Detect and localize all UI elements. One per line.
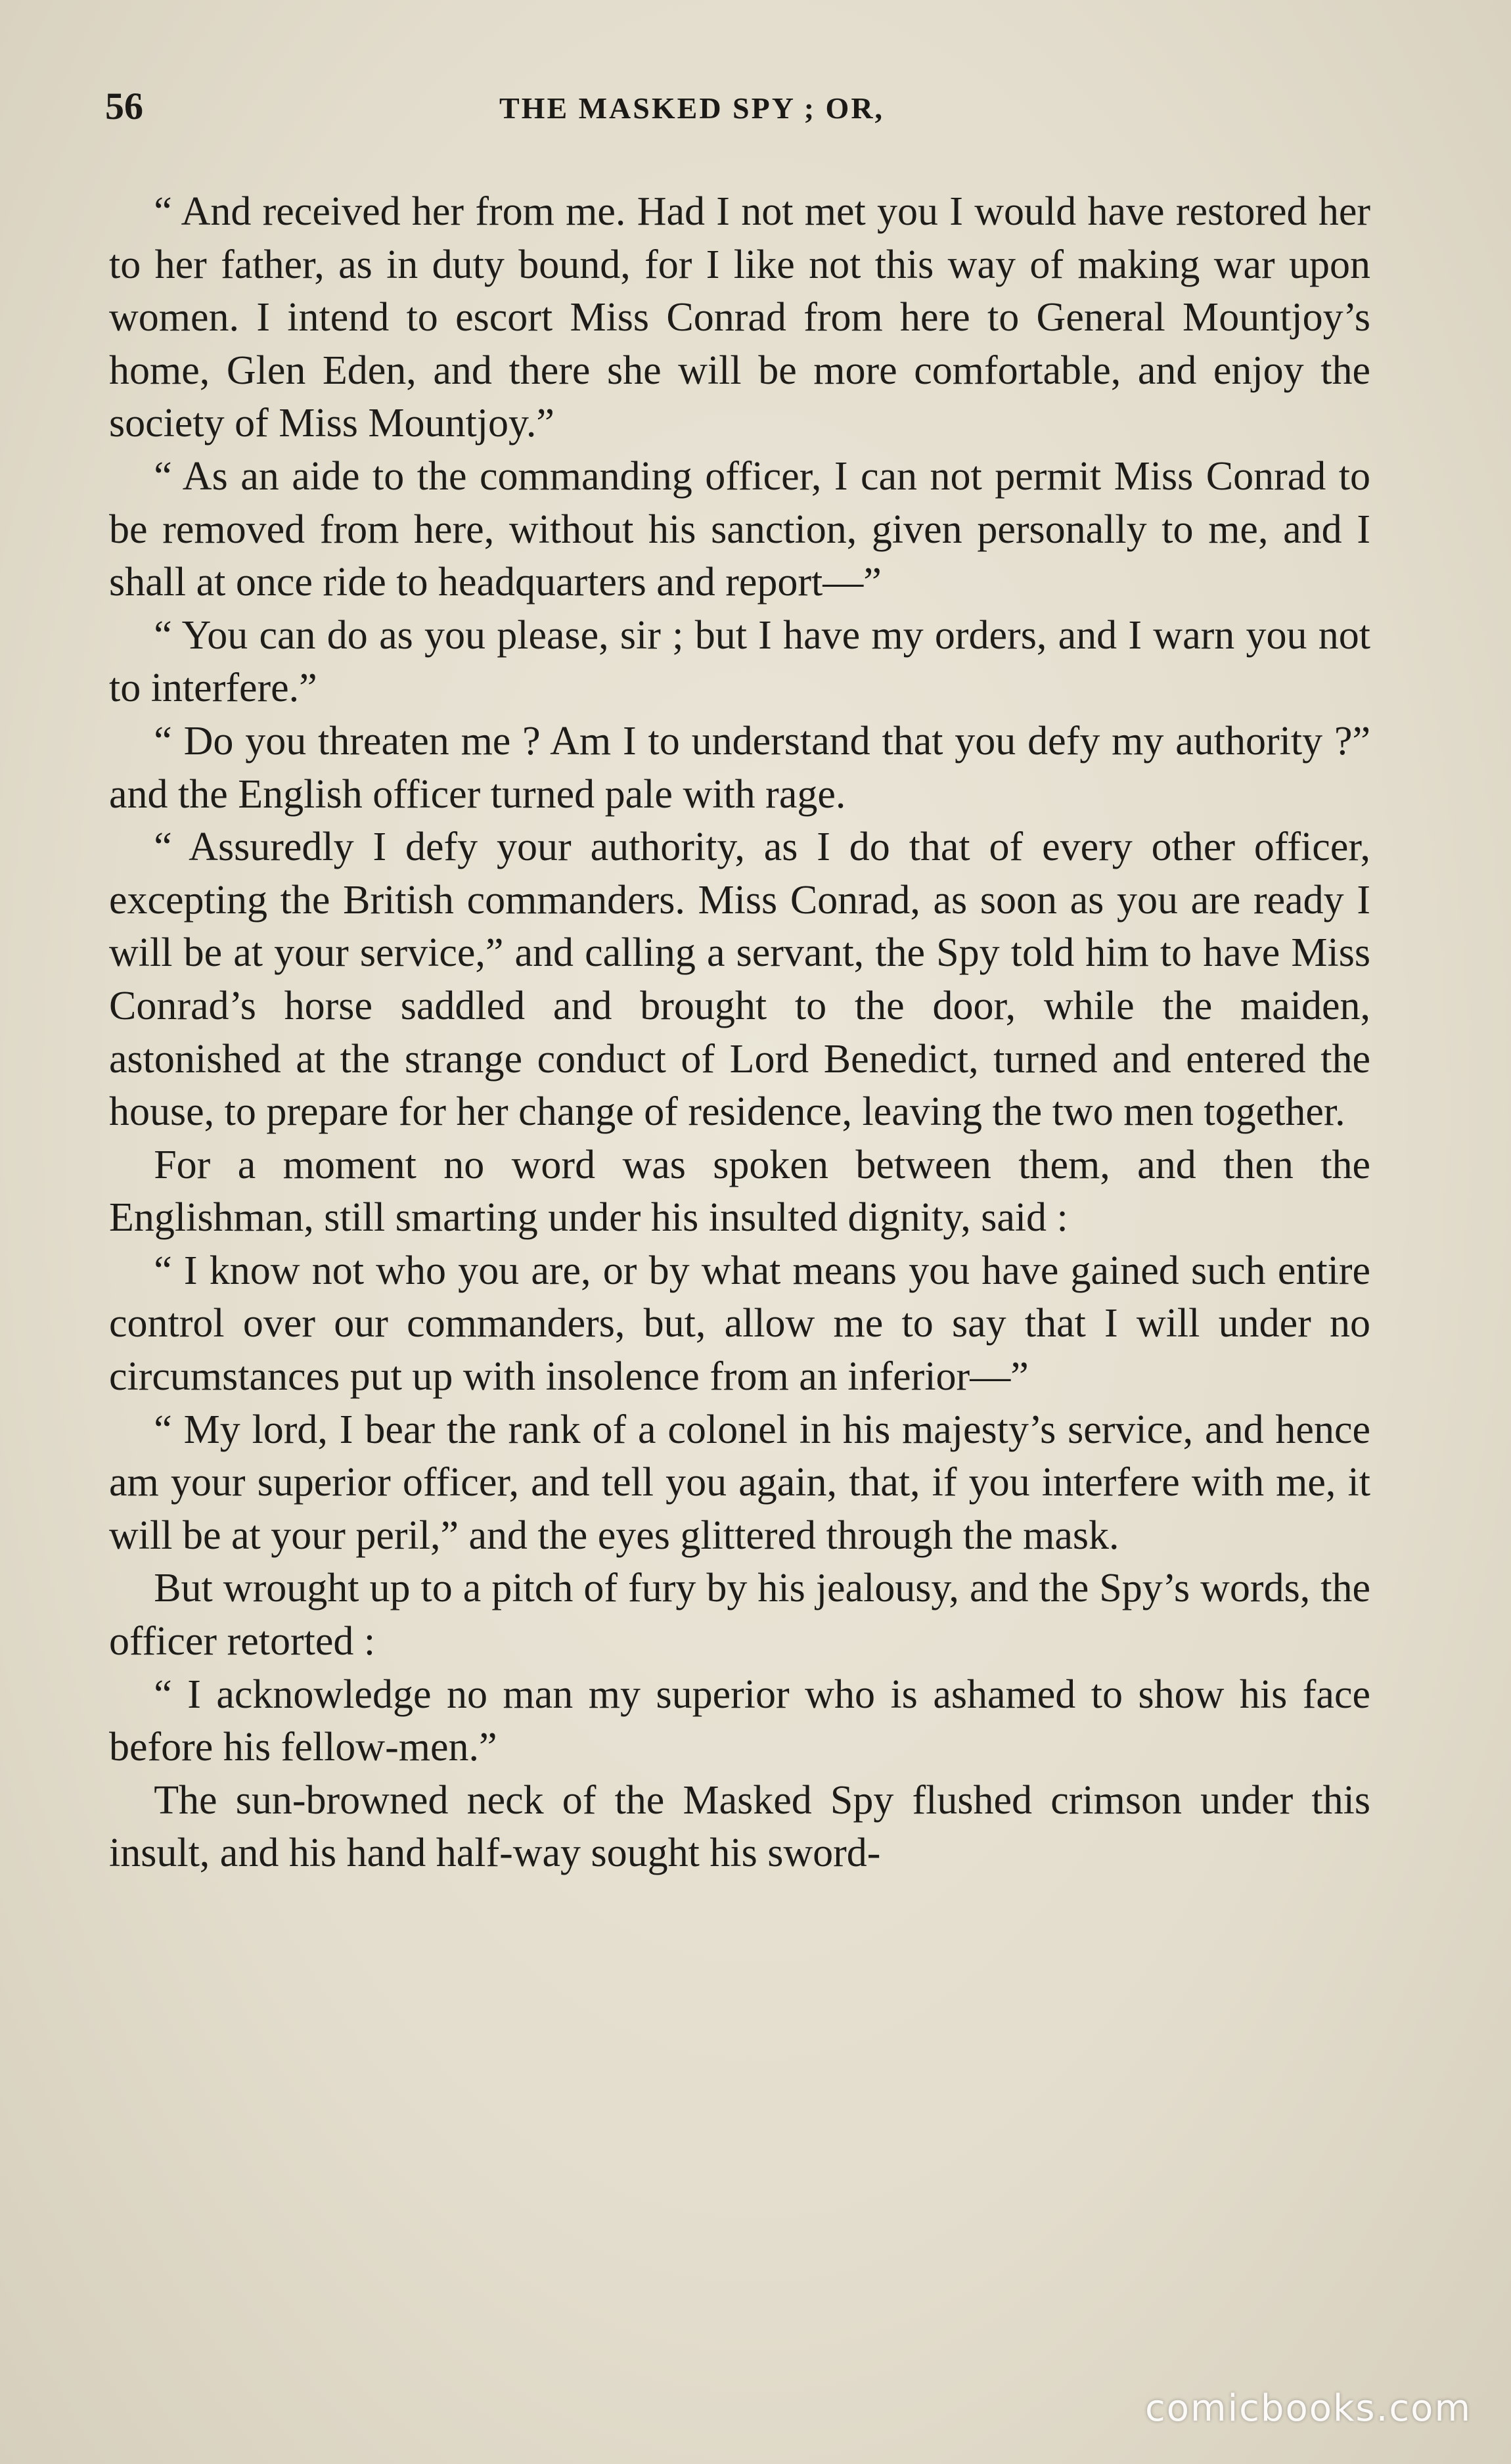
paragraph-9: But wrought up to a pitch of fury by his jealousy, and the Spy’s words, the officer retorted : <box>109 1566 1370 1664</box>
paragraph-8: “ My lord, I bear the rank of a colonel in his majesty’s service, and hence am your superior officer, and tell you again, that, if you interfere with me, it will be at your peril,” and the eyes glittered through the mask. <box>109 1407 1370 1558</box>
body-text <box>109 185 1370 1880</box>
page-number: 56 <box>105 85 143 127</box>
paragraph-7: “ I know not who you are, or by what means you have gained such entire control over our commanders, but, allow me to say that I will under no circumstances put up with insolence from an inferior—” <box>109 1248 1370 1400</box>
paragraph-6: For a moment no word was spoken between them, and then the Englishman, still smarting under his insulted dignity, said : <box>109 1142 1370 1241</box>
running-head: THE MASKED SPY ; OR, <box>499 91 885 125</box>
paragraph-10: “ I acknowledge no man my superior who is ashamed to show his face before his fellow-men.” <box>109 1672 1370 1770</box>
paragraph-4: “ Do you threaten me ? Am I to understand that you defy my authority ?” and the English officer turned pale with rage. <box>109 718 1370 817</box>
page-header <box>105 84 1373 137</box>
paragraph-1: “ And received her from me. Had I not met you I would have restored her to her father, as in duty bound, for I like not this way of making war upon women. I intend to escort Miss Conrad from here to General Mountjoy’s home, Glen Eden, and there she will be more comfortable, and enjoy the society of Miss Mountjoy.” <box>109 189 1370 446</box>
paragraph-2: “ As an aide to the commanding officer, I can not permit Miss Conrad to be removed from here, without his sanction, given personally to me, and I shall at once ride to headquarters and report—” <box>109 453 1370 605</box>
paragraph-11: The sun-browned neck of the Masked Spy flushed crimson under this insult, and his hand half-way sought his sword- <box>109 1777 1370 1876</box>
paragraph-5: “ Assuredly I defy your authority, as I do that of every other officer, excepting the British commanders. Miss Conrad, as soon as you are ready I will be at your service,” and calling a servant, the Spy told him to have Miss Conrad’s horse saddled and brought to the door, while the maiden, astonished at the strange conduct of Lord Benedict, turned and entered the house, to prepare for her change of residence, leaving the two men together. <box>109 825 1370 1135</box>
paragraph-3: “ You can do as you please, sir ; but I have my orders, and I warn you not to interfere.” <box>109 612 1370 711</box>
watermark: comicbooks.com <box>1144 2387 1472 2430</box>
